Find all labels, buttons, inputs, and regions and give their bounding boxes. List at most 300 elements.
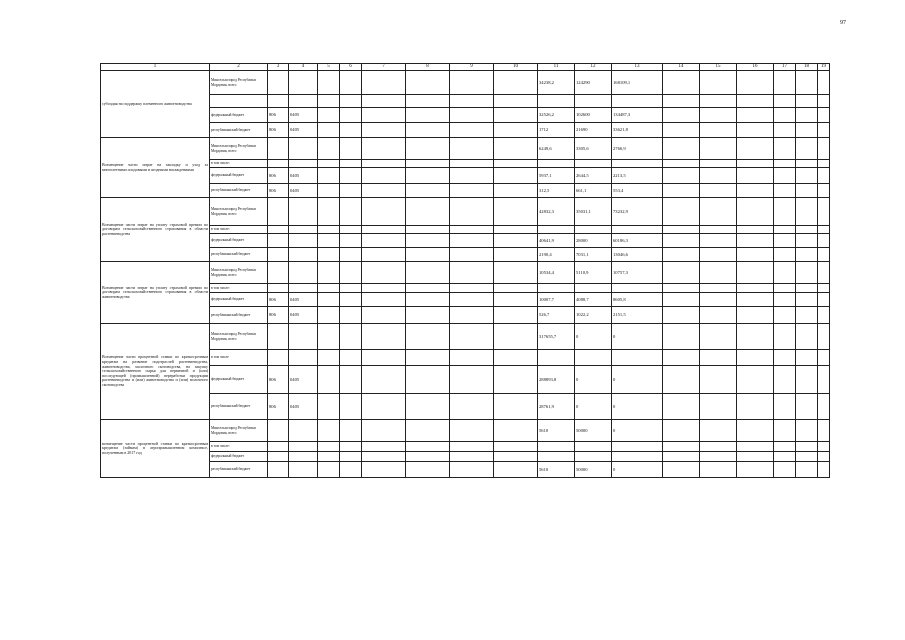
code-cell xyxy=(268,262,289,284)
value-cell: 50000 xyxy=(575,420,612,442)
column-number-cell: 5 xyxy=(318,64,340,71)
empty-cell xyxy=(663,248,700,262)
empty-cell xyxy=(796,160,818,168)
empty-cell xyxy=(774,420,796,442)
empty-cell xyxy=(737,452,774,462)
activity-name-cell: Возмещение части затрат на уплату страховой премии по договорам сельскохозяйственного страхования в области растениеводства xyxy=(101,198,210,262)
empty-cell xyxy=(450,108,494,123)
empty-cell xyxy=(340,184,362,198)
empty-cell xyxy=(796,307,818,324)
code-cell xyxy=(289,324,318,350)
column-number-cell: 19 xyxy=(818,64,830,71)
value-cell: 2644,5 xyxy=(575,168,612,184)
empty-cell xyxy=(318,293,340,307)
empty-cell xyxy=(318,462,340,478)
column-number-cell: 11 xyxy=(538,64,575,71)
empty-cell xyxy=(406,248,450,262)
value-cell: 0 xyxy=(612,394,663,420)
column-number-cell: 8 xyxy=(406,64,450,71)
measure-cell: республиканский бюджет xyxy=(210,184,268,198)
measure-cell: федеральный бюджет xyxy=(210,234,268,248)
empty-cell xyxy=(774,293,796,307)
empty-cell xyxy=(796,350,818,366)
empty-cell xyxy=(494,226,538,234)
empty-cell xyxy=(700,452,737,462)
code-cell xyxy=(268,226,289,234)
measure-cell: Минсельхозпрод Республики Мордовия, всего xyxy=(210,71,268,95)
value-cell: 13046,6 xyxy=(612,248,663,262)
value-cell: 8605,8 xyxy=(612,293,663,307)
table-row xyxy=(101,248,830,262)
table-row xyxy=(101,198,830,226)
empty-cell xyxy=(406,462,450,478)
code-cell xyxy=(289,420,318,442)
code-cell xyxy=(268,160,289,168)
empty-cell xyxy=(663,350,700,366)
empty-cell xyxy=(818,452,830,462)
empty-cell xyxy=(737,184,774,198)
empty-cell xyxy=(494,184,538,198)
empty-cell xyxy=(737,234,774,248)
empty-cell xyxy=(818,394,830,420)
measure-cell: федеральный бюджет xyxy=(210,168,268,184)
value-cell xyxy=(612,226,663,234)
empty-cell xyxy=(450,307,494,324)
column-number-cell: 10 xyxy=(494,64,538,71)
empty-cell xyxy=(818,262,830,284)
value-cell xyxy=(538,226,575,234)
empty-cell xyxy=(796,262,818,284)
empty-cell xyxy=(774,138,796,160)
value-cell xyxy=(575,226,612,234)
empty-cell xyxy=(663,442,700,452)
table-row xyxy=(101,108,830,123)
value-cell: 2151,5 xyxy=(612,307,663,324)
measure-cell: федеральный бюджет xyxy=(210,452,268,462)
empty-cell xyxy=(700,350,737,366)
empty-cell xyxy=(318,366,340,394)
value-cell: 0 xyxy=(575,324,612,350)
empty-cell xyxy=(362,462,406,478)
empty-cell xyxy=(737,262,774,284)
empty-cell xyxy=(340,262,362,284)
column-number-cell: 4 xyxy=(289,64,318,71)
column-number-cell: 7 xyxy=(362,64,406,71)
empty-cell xyxy=(406,198,450,226)
empty-cell xyxy=(362,234,406,248)
empty-cell xyxy=(494,262,538,284)
empty-cell xyxy=(406,234,450,248)
empty-cell xyxy=(340,160,362,168)
column-number-cell: 1 xyxy=(101,64,210,71)
code-cell xyxy=(289,138,318,160)
measure-cell xyxy=(210,95,268,108)
activity-name-cell: Возмещение части затрат на уплату страховой премии по договорам сельскохозяйственного страхования в области животноводства xyxy=(101,262,210,324)
empty-cell xyxy=(362,284,406,293)
empty-cell xyxy=(700,160,737,168)
empty-cell xyxy=(318,248,340,262)
empty-cell xyxy=(737,95,774,108)
empty-cell xyxy=(494,284,538,293)
empty-cell xyxy=(340,324,362,350)
code-cell: 806 xyxy=(268,293,289,307)
table-row xyxy=(101,462,830,478)
empty-cell xyxy=(362,71,406,95)
empty-cell xyxy=(663,160,700,168)
column-number-cell: 12 xyxy=(575,64,612,71)
code-cell: 0405 xyxy=(289,168,318,184)
value-cell: 3305,6 xyxy=(575,138,612,160)
value-cell xyxy=(575,160,612,168)
empty-cell xyxy=(737,248,774,262)
empty-cell xyxy=(774,108,796,123)
value-cell: 2766,9 xyxy=(612,138,663,160)
empty-cell xyxy=(774,366,796,394)
column-number-cell: 18 xyxy=(796,64,818,71)
code-cell xyxy=(268,198,289,226)
value-cell: 312,5 xyxy=(538,184,575,198)
empty-cell xyxy=(700,284,737,293)
empty-cell xyxy=(796,226,818,234)
measure-cell: в том числе: xyxy=(210,160,268,168)
value-cell: 317655,7 xyxy=(538,324,575,350)
empty-cell xyxy=(362,198,406,226)
empty-cell xyxy=(450,168,494,184)
empty-cell xyxy=(818,108,830,123)
measure-cell: федеральный бюджет xyxy=(210,366,268,394)
empty-cell xyxy=(450,138,494,160)
value-cell: 288893,8 xyxy=(538,366,575,394)
table-row xyxy=(101,262,830,284)
measure-cell: Минсельхозпрод Республики Мордовия, всего xyxy=(210,420,268,442)
empty-cell xyxy=(494,452,538,462)
empty-cell xyxy=(406,108,450,123)
code-cell xyxy=(268,324,289,350)
value-cell: 28761,9 xyxy=(538,394,575,420)
code-cell: 806 xyxy=(268,307,289,324)
empty-cell xyxy=(700,138,737,160)
code-cell xyxy=(268,71,289,95)
empty-cell xyxy=(818,168,830,184)
empty-cell xyxy=(318,234,340,248)
value-cell xyxy=(612,95,663,108)
value-cell: 1712 xyxy=(538,123,575,138)
empty-cell xyxy=(796,168,818,184)
empty-cell xyxy=(818,71,830,95)
code-cell: 0405 xyxy=(289,108,318,123)
empty-cell xyxy=(406,168,450,184)
empty-cell xyxy=(700,184,737,198)
empty-cell xyxy=(818,123,830,138)
empty-cell xyxy=(663,71,700,95)
empty-cell xyxy=(362,168,406,184)
empty-cell xyxy=(818,293,830,307)
empty-cell xyxy=(796,234,818,248)
empty-cell xyxy=(494,123,538,138)
empty-cell xyxy=(450,226,494,234)
empty-cell xyxy=(406,366,450,394)
value-cell: 168109,1 xyxy=(612,71,663,95)
table-row xyxy=(101,168,830,184)
empty-cell xyxy=(796,442,818,452)
value-cell xyxy=(575,284,612,293)
value-cell: 10007,7 xyxy=(538,293,575,307)
empty-cell xyxy=(340,462,362,478)
empty-cell xyxy=(818,307,830,324)
empty-cell xyxy=(796,324,818,350)
empty-cell xyxy=(494,248,538,262)
empty-cell xyxy=(737,160,774,168)
measure-cell: республиканский бюджет xyxy=(210,123,268,138)
code-cell xyxy=(268,248,289,262)
empty-cell xyxy=(737,394,774,420)
empty-cell xyxy=(774,452,796,462)
activity-name-cell: возмещение части процентной ставки по краткосрочным кредитам (займам) в агропромышленном комплексе, полученным в 2017 год xyxy=(101,420,210,478)
empty-cell xyxy=(450,420,494,442)
empty-cell xyxy=(796,198,818,226)
empty-cell xyxy=(663,293,700,307)
empty-cell xyxy=(818,366,830,394)
empty-cell xyxy=(700,307,737,324)
empty-cell xyxy=(362,394,406,420)
measure-cell: в том числе: xyxy=(210,226,268,234)
value-cell: 0 xyxy=(612,324,663,350)
code-cell xyxy=(268,452,289,462)
table-body xyxy=(101,64,830,478)
empty-cell xyxy=(406,452,450,462)
empty-cell xyxy=(774,168,796,184)
empty-cell xyxy=(318,394,340,420)
value-cell: 0 xyxy=(612,420,663,442)
empty-cell xyxy=(318,420,340,442)
table-row xyxy=(101,420,830,442)
empty-cell xyxy=(737,108,774,123)
empty-cell xyxy=(663,324,700,350)
empty-cell xyxy=(818,462,830,478)
empty-cell xyxy=(818,234,830,248)
empty-cell xyxy=(737,324,774,350)
empty-cell xyxy=(774,307,796,324)
empty-cell xyxy=(340,452,362,462)
empty-cell xyxy=(663,138,700,160)
code-cell xyxy=(289,462,318,478)
value-cell xyxy=(538,350,575,366)
value-cell xyxy=(612,452,663,462)
code-cell: 0405 xyxy=(289,394,318,420)
empty-cell xyxy=(737,138,774,160)
value-cell: 28000 xyxy=(575,234,612,248)
empty-cell xyxy=(818,420,830,442)
value-cell: 35031,1 xyxy=(575,198,612,226)
code-cell xyxy=(268,350,289,366)
empty-cell xyxy=(406,284,450,293)
empty-cell xyxy=(494,366,538,394)
empty-cell xyxy=(663,307,700,324)
activity-name-cell: Возмещение части процентной ставки по краткосрочным кредитам на развитие подотраслей растениеводства, животноводства, молочного скотоводства, на закупку сельскохозяйственного сырья для первичной и (или) последующей (промышленной) переработки продукции растениеводства и (или) животноводства и (или) молочного скотоводства xyxy=(101,324,210,420)
empty-cell xyxy=(362,452,406,462)
value-cell: 60186,3 xyxy=(612,234,663,248)
empty-cell xyxy=(737,366,774,394)
empty-cell xyxy=(737,442,774,452)
empty-cell xyxy=(818,248,830,262)
empty-cell xyxy=(796,184,818,198)
empty-cell xyxy=(406,123,450,138)
empty-cell xyxy=(406,160,450,168)
code-cell xyxy=(289,160,318,168)
empty-cell xyxy=(340,284,362,293)
empty-cell xyxy=(818,138,830,160)
empty-cell xyxy=(700,394,737,420)
empty-cell xyxy=(774,184,796,198)
empty-cell xyxy=(818,198,830,226)
measure-cell: республиканский бюджет xyxy=(210,248,268,262)
measure-cell: в том числе: xyxy=(210,442,268,452)
empty-cell xyxy=(774,442,796,452)
empty-cell xyxy=(340,138,362,160)
empty-cell xyxy=(450,160,494,168)
empty-cell xyxy=(340,293,362,307)
empty-cell xyxy=(700,442,737,452)
code-cell: 0405 xyxy=(289,123,318,138)
empty-cell xyxy=(450,293,494,307)
empty-cell xyxy=(318,168,340,184)
empty-cell xyxy=(318,184,340,198)
empty-cell xyxy=(700,108,737,123)
empty-cell xyxy=(450,198,494,226)
value-cell xyxy=(538,95,575,108)
code-cell xyxy=(268,420,289,442)
empty-cell xyxy=(774,350,796,366)
value-cell: 5610 xyxy=(538,462,575,478)
empty-cell xyxy=(774,262,796,284)
column-number-cell: 16 xyxy=(737,64,774,71)
code-cell: 806 xyxy=(268,366,289,394)
value-cell xyxy=(538,284,575,293)
empty-cell xyxy=(663,198,700,226)
empty-cell xyxy=(737,307,774,324)
measure-cell: республиканский бюджет xyxy=(210,307,268,324)
empty-cell xyxy=(450,95,494,108)
value-cell xyxy=(575,452,612,462)
value-cell xyxy=(575,95,612,108)
empty-cell xyxy=(494,160,538,168)
empty-cell xyxy=(737,198,774,226)
code-cell xyxy=(268,234,289,248)
value-cell: 32526,2 xyxy=(538,108,575,123)
empty-cell xyxy=(450,462,494,478)
empty-cell xyxy=(406,442,450,452)
empty-cell xyxy=(737,123,774,138)
code-cell xyxy=(289,350,318,366)
empty-cell xyxy=(774,462,796,478)
empty-cell xyxy=(796,366,818,394)
table-row xyxy=(101,226,830,234)
empty-cell xyxy=(494,394,538,420)
value-cell xyxy=(612,350,663,366)
empty-cell xyxy=(494,138,538,160)
table-row xyxy=(101,394,830,420)
empty-cell xyxy=(494,350,538,366)
measure-cell: федеральный бюджет xyxy=(210,293,268,307)
value-cell: 6249,6 xyxy=(538,138,575,160)
empty-cell xyxy=(663,95,700,108)
value-cell: 34238,2 xyxy=(538,71,575,95)
code-cell xyxy=(289,198,318,226)
code-cell xyxy=(289,248,318,262)
empty-cell xyxy=(494,293,538,307)
code-cell: 806 xyxy=(268,123,289,138)
empty-cell xyxy=(796,462,818,478)
empty-cell xyxy=(494,420,538,442)
measure-cell: Минсельхозпрод Республики Мордовия, всего xyxy=(210,262,268,284)
empty-cell xyxy=(818,95,830,108)
empty-cell xyxy=(796,108,818,123)
empty-cell xyxy=(796,452,818,462)
empty-cell xyxy=(774,160,796,168)
empty-cell xyxy=(362,108,406,123)
value-cell xyxy=(538,452,575,462)
empty-cell xyxy=(818,160,830,168)
value-cell: 661,1 xyxy=(575,184,612,198)
empty-cell xyxy=(340,71,362,95)
value-cell: 0 xyxy=(612,462,663,478)
empty-cell xyxy=(774,95,796,108)
empty-cell xyxy=(796,123,818,138)
empty-cell xyxy=(340,442,362,452)
empty-cell xyxy=(450,284,494,293)
table-row xyxy=(101,138,830,160)
value-cell: 2190,4 xyxy=(538,248,575,262)
empty-cell xyxy=(796,293,818,307)
empty-cell xyxy=(700,366,737,394)
empty-cell xyxy=(340,226,362,234)
empty-cell xyxy=(774,324,796,350)
value-cell: 102600 xyxy=(575,108,612,123)
empty-cell xyxy=(318,226,340,234)
value-cell: 0 xyxy=(575,366,612,394)
empty-cell xyxy=(663,226,700,234)
empty-cell xyxy=(362,307,406,324)
empty-cell xyxy=(663,108,700,123)
code-cell: 806 xyxy=(268,168,289,184)
budget-table xyxy=(100,63,830,478)
empty-cell xyxy=(362,350,406,366)
empty-cell xyxy=(737,71,774,95)
table-row xyxy=(101,234,830,248)
value-cell: 73232,9 xyxy=(612,198,663,226)
empty-cell xyxy=(406,350,450,366)
empty-cell xyxy=(340,168,362,184)
empty-cell xyxy=(362,160,406,168)
empty-cell xyxy=(818,442,830,452)
measure-cell: республиканский бюджет xyxy=(210,394,268,420)
empty-cell xyxy=(362,442,406,452)
empty-cell xyxy=(318,138,340,160)
value-cell: 7031,1 xyxy=(575,248,612,262)
empty-cell xyxy=(737,168,774,184)
empty-cell xyxy=(406,420,450,442)
empty-cell xyxy=(318,71,340,95)
table-row xyxy=(101,184,830,198)
empty-cell xyxy=(494,95,538,108)
empty-cell xyxy=(663,123,700,138)
empty-cell xyxy=(318,350,340,366)
empty-cell xyxy=(362,262,406,284)
empty-cell xyxy=(340,350,362,366)
value-cell: 10757,3 xyxy=(612,262,663,284)
empty-cell xyxy=(663,366,700,394)
empty-cell xyxy=(340,234,362,248)
